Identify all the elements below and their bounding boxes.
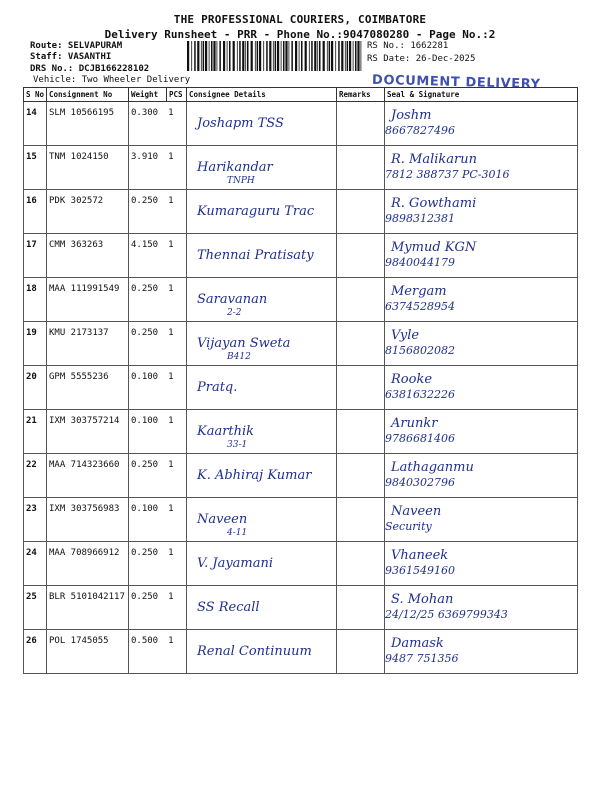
row-weight: 0.250 [131, 328, 159, 338]
barcode-bar [247, 41, 249, 71]
row-consignee-details [187, 366, 337, 410]
row-pcs: 1 [168, 108, 174, 118]
row-signature [385, 146, 578, 190]
row-sno: 18 [24, 278, 47, 322]
barcode-bar [357, 41, 359, 71]
table-row [24, 454, 578, 498]
row-signature [385, 366, 578, 410]
barcode-bar [269, 41, 271, 71]
consignee-handwriting: Renal Continuum [197, 644, 312, 659]
row-weight-pcs [129, 366, 187, 410]
row-signature [385, 586, 578, 630]
row-pcs: 1 [168, 592, 174, 602]
row-consignment: MAA 714323660 [47, 454, 129, 498]
runsheet-subtitle: Delivery Runsheet - PRR - Phone No.:9047080280 - Page No.:2 [104, 28, 496, 41]
col-signature: Seal & Signature [385, 88, 578, 102]
consignee-note-handwriting: TNPH [227, 176, 255, 186]
col-consignee: Consignee Details [187, 88, 337, 102]
row-pcs: 1 [168, 240, 174, 250]
row-consignment: CMM 363263 [47, 234, 129, 278]
row-remarks [337, 586, 385, 630]
barcode-bar [291, 41, 293, 71]
row-remarks [337, 410, 385, 454]
consignee-handwriting: Pratq. [197, 380, 238, 395]
row-weight: 0.100 [131, 504, 159, 514]
row-weight: 0.250 [131, 548, 159, 558]
consignee-note-handwriting: 2-2 [227, 308, 242, 318]
barcode-bar [233, 41, 235, 71]
barcode-bar [191, 41, 192, 71]
row-weight-pcs [129, 322, 187, 366]
barcode-bar [314, 41, 316, 71]
row-sno: 26 [24, 630, 47, 674]
row-signature [385, 454, 578, 498]
row-sno: 21 [24, 410, 47, 454]
row-consignment: MAA 111991549 [47, 278, 129, 322]
signature-phone-handwriting: 8156802082 [385, 344, 455, 357]
barcode-bar [345, 41, 346, 71]
table-row [24, 102, 578, 146]
row-remarks [337, 322, 385, 366]
barcode-bar [323, 41, 325, 71]
row-weight: 0.100 [131, 372, 159, 382]
row-weight-pcs [129, 498, 187, 542]
row-signature [385, 542, 578, 586]
signature-handwriting: Lathaganmu [391, 460, 474, 475]
barcode-bar [217, 41, 218, 71]
barcode-bar [301, 41, 303, 71]
signature-handwriting: Rooke [391, 372, 433, 387]
row-weight-pcs [129, 410, 187, 454]
consignee-handwriting: Thennai Pratisaty [197, 248, 314, 263]
row-pcs: 1 [168, 152, 174, 162]
row-consignee-details [187, 542, 337, 586]
row-consignee-details [187, 102, 337, 146]
row-weight-pcs [129, 630, 187, 674]
barcode-bar [251, 41, 253, 71]
col-pcs: PCS [167, 88, 187, 102]
row-sno: 16 [24, 190, 47, 234]
row-remarks [337, 366, 385, 410]
col-sno: S No [24, 88, 47, 102]
row-signature [385, 190, 578, 234]
row-sno: 22 [24, 454, 47, 498]
company-title: THE PROFESSIONAL COURIERS, COIMBATORE [173, 13, 427, 26]
row-consignee-details [187, 454, 337, 498]
signature-handwriting: Joshm [391, 108, 432, 123]
barcode-bar [259, 41, 261, 71]
signature-phone-handwriting: 8667827496 [385, 124, 455, 137]
delivery-table [23, 87, 578, 674]
row-remarks [337, 190, 385, 234]
row-consignee-details [187, 410, 337, 454]
barcode-bar [281, 41, 282, 71]
signature-phone-handwriting: 6374528954 [385, 300, 455, 313]
row-pcs: 1 [168, 460, 174, 470]
consignee-handwriting: SS Recall [197, 600, 260, 615]
row-consignee-details [187, 278, 337, 322]
signature-phone-handwriting: 9361549160 [385, 564, 455, 577]
barcode-bar [201, 41, 202, 71]
barcode-bar [319, 41, 321, 71]
barcode-bar [331, 41, 333, 71]
row-sno: 24 [24, 542, 47, 586]
row-weight: 4.150 [131, 240, 159, 250]
row-sno: 23 [24, 498, 47, 542]
row-pcs: 1 [168, 328, 174, 338]
consignee-handwriting: Naveen [197, 512, 248, 527]
consignee-note-handwriting: B412 [227, 352, 251, 362]
row-pcs: 1 [168, 504, 174, 514]
table-row [24, 190, 578, 234]
col-consignment: Consignment No [47, 88, 129, 102]
row-consignment: SLM 10566195 [47, 102, 129, 146]
row-signature [385, 630, 578, 674]
row-consignee-details [187, 234, 337, 278]
document-delivery-stamp: DOCUMENT DELIVERY [371, 72, 541, 93]
consignee-handwriting: Harikandar [197, 160, 273, 175]
col-weight: Weight [129, 88, 167, 102]
consignee-note-handwriting: 33-1 [227, 440, 248, 450]
row-weight-pcs [129, 278, 187, 322]
row-remarks [337, 542, 385, 586]
row-weight: 0.100 [131, 416, 159, 426]
barcode-bar [227, 41, 228, 71]
barcode-bar [283, 41, 285, 71]
row-pcs: 1 [168, 636, 174, 646]
row-consignee-details [187, 190, 337, 234]
row-signature [385, 498, 578, 542]
row-consignment: MAA 708966912 [47, 542, 129, 586]
barcode-bar [311, 41, 313, 71]
signature-phone-handwriting: 9840044179 [385, 256, 455, 269]
consignee-handwriting: K. Abhiraj Kumar [197, 468, 312, 483]
consignee-handwriting: Saravanan [197, 292, 268, 307]
row-weight-pcs [129, 234, 187, 278]
barcode-bar [335, 41, 336, 71]
signature-phone-handwriting: Security [385, 520, 432, 533]
row-signature [385, 322, 578, 366]
barcode-bar [338, 41, 340, 71]
barcode-bar [187, 41, 189, 71]
row-pcs: 1 [168, 548, 174, 558]
barcode-bar [329, 41, 331, 71]
barcode-bar [229, 41, 231, 71]
signature-phone-handwriting: 7812 388737 PC-3016 [385, 168, 510, 181]
signature-phone-handwriting: 6381632226 [385, 388, 455, 401]
row-remarks [337, 630, 385, 674]
barcode-bar [349, 41, 351, 71]
row-remarks [337, 234, 385, 278]
barcode-bar [223, 41, 225, 71]
barcode-bar [353, 41, 354, 71]
table-header-row [24, 88, 578, 102]
row-pcs: 1 [168, 284, 174, 294]
signature-phone-handwriting: 24/12/25 6369799343 [385, 608, 508, 621]
table-row [24, 322, 578, 366]
barcode-bar [341, 41, 343, 71]
barcode-bar [289, 41, 290, 71]
row-weight: 0.300 [131, 108, 159, 118]
row-consignee-details [187, 630, 337, 674]
row-sno: 20 [24, 366, 47, 410]
signature-handwriting: Mergam [391, 284, 447, 299]
barcode-bar [197, 41, 199, 71]
row-remarks [337, 278, 385, 322]
row-consignment: GPM 5555236 [47, 366, 129, 410]
table-row [24, 410, 578, 454]
row-remarks [337, 498, 385, 542]
signature-handwriting: Vhaneek [391, 548, 449, 563]
row-weight: 0.250 [131, 460, 159, 470]
table-row [24, 630, 578, 674]
barcode-bar [355, 41, 357, 71]
barcode-bar [299, 41, 300, 71]
table-row [24, 146, 578, 190]
signature-handwriting: S. Mohan [391, 592, 454, 607]
barcode-bar [219, 41, 221, 71]
row-remarks [337, 146, 385, 190]
row-weight-pcs [129, 542, 187, 586]
barcode-bar [277, 41, 279, 71]
row-weight-pcs [129, 586, 187, 630]
barcode-bar [242, 41, 244, 71]
row-weight-pcs [129, 454, 187, 498]
barcode-bar [305, 41, 307, 71]
row-remarks [337, 102, 385, 146]
barcode-bar [194, 41, 196, 71]
row-signature [385, 410, 578, 454]
row-weight-pcs [129, 102, 187, 146]
barcode-bar [285, 41, 287, 71]
row-signature [385, 278, 578, 322]
signature-handwriting: Vyle [391, 328, 420, 343]
rs-number: RS No.: 1662281 [367, 41, 449, 51]
row-sno: 19 [24, 322, 47, 366]
rs-date: RS Date: 26-Dec-2025 [367, 54, 476, 64]
route-label: Route: SELVAPURAM [30, 41, 123, 51]
row-weight: 0.250 [131, 592, 159, 602]
row-sno: 25 [24, 586, 47, 630]
row-consignee-details [187, 146, 337, 190]
row-weight: 0.250 [131, 284, 159, 294]
row-pcs: 1 [168, 416, 174, 426]
row-pcs: 1 [168, 196, 174, 206]
barcode-bar [266, 41, 268, 71]
row-consignment: TNM 1024150 [47, 146, 129, 190]
signature-phone-handwriting: 9840302796 [385, 476, 455, 489]
signature-handwriting: R. Malikarun [391, 152, 478, 167]
row-weight-pcs [129, 146, 187, 190]
table-row [24, 542, 578, 586]
row-remarks [337, 454, 385, 498]
signature-handwriting: Naveen [391, 504, 442, 519]
barcode-bar [347, 41, 349, 71]
row-sno: 14 [24, 102, 47, 146]
row-weight: 3.910 [131, 152, 159, 162]
row-consignee-details [187, 322, 337, 366]
table-row [24, 278, 578, 322]
consignee-note-handwriting: 4-11 [227, 528, 248, 538]
barcode-bar [295, 41, 297, 71]
row-pcs: 1 [168, 372, 174, 382]
row-consignment: BLR 5101042117 [47, 586, 129, 630]
row-sno: 15 [24, 146, 47, 190]
table-row [24, 366, 578, 410]
barcode-bar [273, 41, 274, 71]
table-row [24, 234, 578, 278]
consignee-handwriting: V. Jayamani [197, 556, 274, 571]
barcode-bar [209, 41, 210, 71]
row-sno: 17 [24, 234, 47, 278]
row-signature [385, 102, 578, 146]
barcode-bar [213, 41, 215, 71]
barcode-bar [239, 41, 241, 71]
row-consignment: PDK 302572 [47, 190, 129, 234]
drs-number: DRS No.: DCJB166228102 [30, 64, 150, 74]
barcode-bar [211, 41, 213, 71]
row-consignee-details [187, 586, 337, 630]
consignee-handwriting: Vijayan Sweta [197, 336, 291, 351]
row-signature [385, 234, 578, 278]
table-row [24, 498, 578, 542]
signature-handwriting: Damask [391, 636, 444, 651]
signature-phone-handwriting: 9898312381 [385, 212, 455, 225]
row-consignment: KMU 2173137 [47, 322, 129, 366]
barcode-bar [263, 41, 264, 71]
row-consignee-details [187, 498, 337, 542]
signature-phone-handwriting: 9487 751356 [385, 652, 459, 665]
row-consignment: IXM 303756983 [47, 498, 129, 542]
barcode-bar [245, 41, 246, 71]
consignee-handwriting: Kumaraguru Trac [197, 204, 315, 219]
barcode-bar [255, 41, 256, 71]
row-weight-pcs [129, 190, 187, 234]
barcode-image [187, 41, 365, 71]
barcode-bar [275, 41, 277, 71]
signature-handwriting: R. Gowthami [391, 196, 477, 211]
col-remarks: Remarks [337, 88, 385, 102]
staff-label: Staff: VASANTHI [30, 52, 112, 62]
row-weight: 0.250 [131, 196, 159, 206]
signature-handwriting: Mymud KGN [391, 240, 477, 255]
barcode-bar [361, 41, 362, 71]
barcode-bar [205, 41, 207, 71]
barcode-bar [203, 41, 205, 71]
signature-handwriting: Arunkr [391, 416, 438, 431]
consignee-handwriting: Joshapm TSS [197, 116, 284, 131]
barcode-bar [237, 41, 238, 71]
barcode-bar [309, 41, 310, 71]
barcode-bar [257, 41, 259, 71]
consignee-handwriting: Kaarthik [197, 424, 255, 439]
row-consignment: POL 1745055 [47, 630, 129, 674]
barcode-bar [317, 41, 318, 71]
row-weight: 0.500 [131, 636, 159, 646]
signature-phone-handwriting: 9786681406 [385, 432, 455, 445]
vehicle-label: Vehicle: Two Wheeler Delivery [33, 75, 191, 85]
barcode-bar [327, 41, 328, 71]
table-row [24, 586, 578, 630]
row-consignment: IXM 303757214 [47, 410, 129, 454]
